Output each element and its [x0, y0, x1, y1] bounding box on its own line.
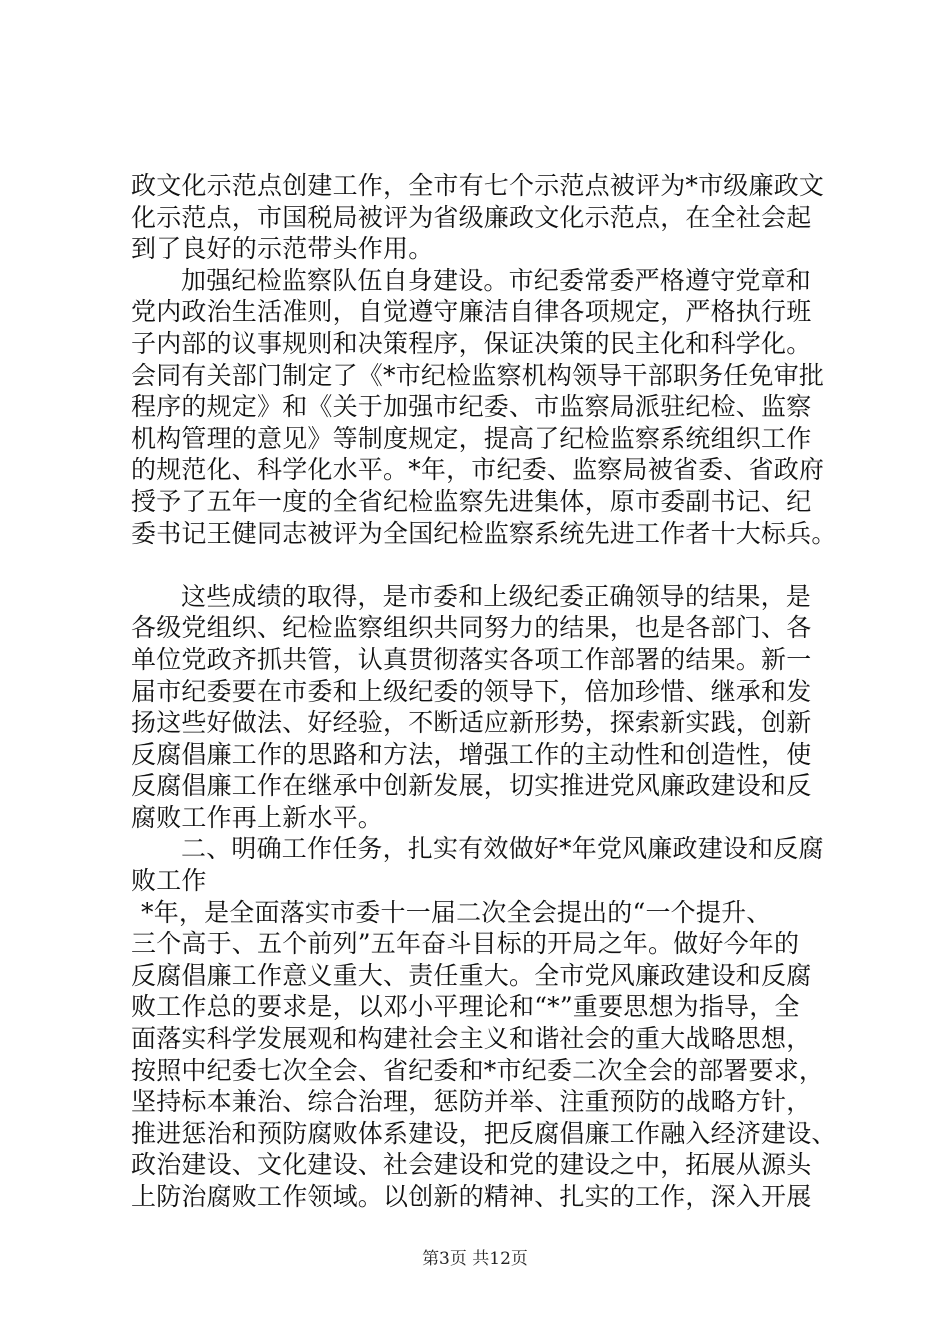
paragraph-start-line: *年，是全面落实市委十一届二次全会提出的“一个提升、	[141, 897, 772, 927]
text-line: 党内政治生活准则，自觉遵守廉洁自律各项规定，严格执行班	[131, 297, 812, 327]
text-line: 单位党政齐抓共管，认真贯彻落实各项工作部署的结果。新一	[131, 644, 812, 674]
paragraph-start-line: 加强纪检监察队伍自身建设。市纪委常委严格遵守党章和	[181, 265, 812, 295]
paragraph-gap	[131, 549, 836, 581]
text-line: 机构管理的意见》等制度规定，提高了纪检监察系统组织工作	[131, 423, 812, 453]
text-line: 推进惩治和预防腐败体系建设，把反腐倡廉工作融入经济建设、	[131, 1118, 837, 1148]
text-line: 败工作总的要求是，以邓小平理论和“*”重要思想为指导，全	[131, 992, 800, 1022]
text-line: 政治建设、文化建设、社会建设和党的建设之中，拓展从源头	[131, 1150, 812, 1180]
text-line: 政文化示范点创建工作，全市有七个示范点被评为*市级廉政文	[131, 171, 825, 200]
text-line: 子内部的议事规则和决策程序，保证决策的民主化和科学化。	[131, 328, 812, 358]
text-line: 三个高于、五个前列”五年奋斗目标的开局之年。做好今年的	[131, 929, 800, 959]
text-line: 上防治腐败工作领域。以创新的精神、扎实的工作，深入开展	[131, 1182, 812, 1211]
text-line: 扬这些好做法、好经验，不断适应新形势，探索新实践，创新	[131, 708, 812, 738]
text-line: 按照中纪委七次全会、省纪委和*市纪委二次全会的部署要求，	[131, 1055, 825, 1085]
text-line: 各级党组织、纪检监察组织共同努力的结果，也是各部门、各	[131, 613, 812, 643]
text-line: 程序的规定》和《关于加强市纪委、市监察局派驻纪检、监察	[131, 392, 812, 422]
text-line: 会同有关部门制定了《*市纪检监察机构领导干部职务任免审批	[131, 360, 825, 390]
text-line: 到了良好的示范带头作用。	[131, 234, 434, 264]
text-line: 化示范点，市国税局被评为省级廉政文化示范点，在全社会起	[131, 202, 812, 232]
text-line: 面落实科学发展观和构建社会主义和谐社会的重大战略思想，	[131, 1024, 812, 1054]
section-heading-line: 二、明确工作任务，扎实有效做好*年党风廉政建设和反腐	[181, 834, 824, 864]
text-line: 坚持标本兼治、综合治理，惩防并举、注重预防的战略方针，	[131, 1087, 812, 1117]
section-heading-line: 败工作	[131, 866, 207, 896]
text-line: 腐败工作再上新水平。	[131, 802, 384, 832]
text-line: 的规范化、科学化水平。*年，市纪委、监察局被省委、省政府	[131, 455, 825, 485]
body-text	[131, 170, 836, 1213]
text-line: 反腐倡廉工作在继承中创新发展，切实推进党风廉政建设和反	[131, 771, 812, 801]
text-line: 反腐倡廉工作的思路和方法，增强工作的主动性和创造性，使	[131, 739, 812, 769]
text-line: 届市纪委要在市委和上级纪委的领导下，倍加珍惜、继承和发	[131, 676, 812, 706]
text-line: 委书记王健同志被评为全国纪检监察系统先进工作者十大标兵。	[131, 518, 837, 548]
paragraph-start-line: 这些成绩的取得，是市委和上级纪委正确领导的结果，是	[181, 581, 812, 611]
text-line: 反腐倡廉工作意义重大、责任重大。全市党风廉政建设和反腐	[131, 960, 812, 990]
page-footer: 第3页 共12页	[422, 1249, 528, 1269]
text-line: 授予了五年一度的全省纪检监察先进集体，原市委副书记、纪	[131, 486, 812, 516]
